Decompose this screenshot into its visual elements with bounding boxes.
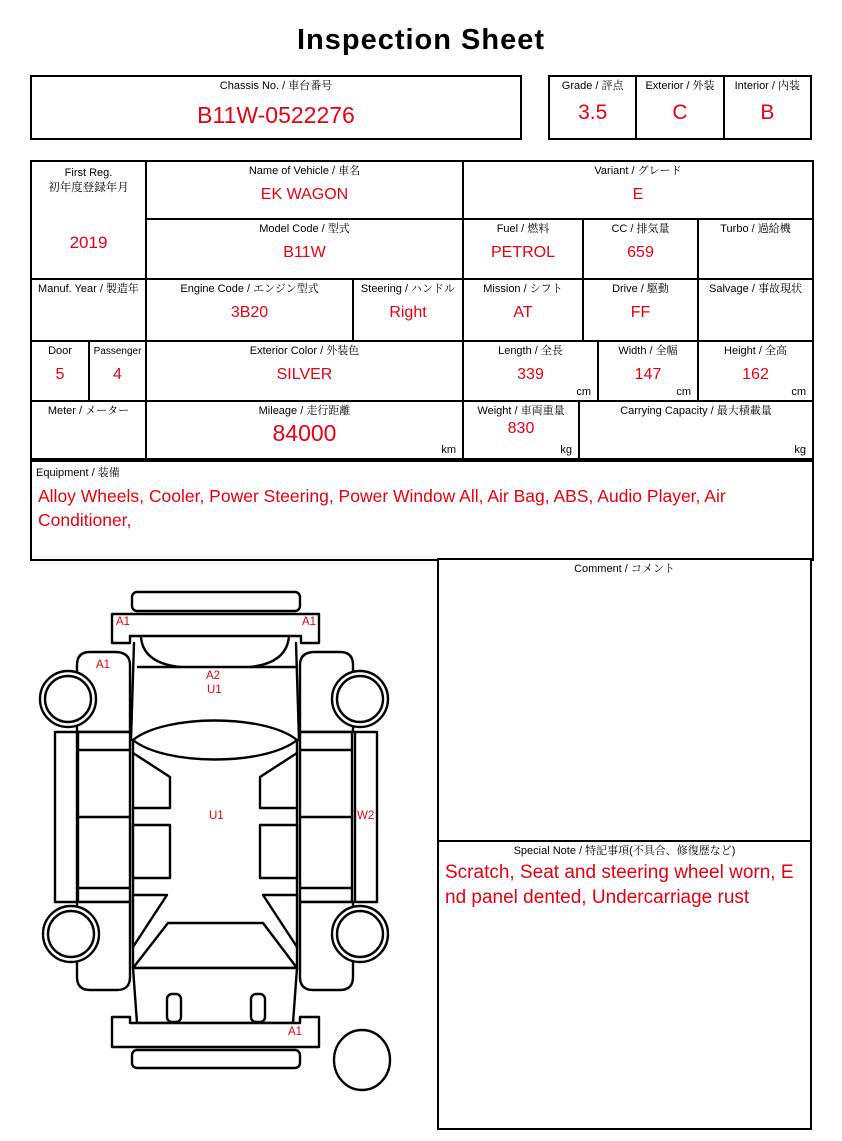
exterior-color-cell xyxy=(147,342,464,400)
door-value: 5 xyxy=(55,366,65,383)
engine-code-cell xyxy=(147,280,354,340)
exterior-rating-cell xyxy=(637,77,724,138)
passenger-value: 4 xyxy=(113,366,122,383)
exterior-rating-value: C xyxy=(672,101,688,124)
tail-lamp-left xyxy=(167,994,181,1022)
hood-right-edge xyxy=(296,643,299,740)
cc-value: 659 xyxy=(627,244,654,261)
length-value: 339 xyxy=(517,366,544,383)
meter-label: Meter / メーター xyxy=(47,405,130,417)
grade-label: Grade / 評点 xyxy=(561,80,624,92)
chassis-box xyxy=(30,75,522,140)
special-note-text: Scratch, Seat and steering wheel worn, End panel dented, Undercarriage rust xyxy=(445,862,794,908)
first-reg-cell xyxy=(32,162,147,278)
tail-lamp-right xyxy=(251,994,265,1022)
height-cell xyxy=(699,342,812,400)
first-reg-label-en: First Reg. xyxy=(64,167,113,179)
hood-arch-right xyxy=(250,636,289,667)
b-pillar-right xyxy=(260,753,297,808)
front-bumper-strip xyxy=(132,592,300,611)
wheel-rear-right-inner xyxy=(337,911,383,957)
chassis-value: B11W-0522276 xyxy=(197,102,355,128)
comment-box xyxy=(437,558,812,840)
damage-label-front-fender-left: A1 xyxy=(96,659,111,671)
variant-value: E xyxy=(632,186,644,203)
chassis-label: Chassis No. / 車台番号 xyxy=(219,80,333,92)
carrying-capacity-unit: kg xyxy=(794,444,806,456)
width-unit: cm xyxy=(676,386,691,398)
turbo-cell xyxy=(699,220,812,278)
length-cell xyxy=(464,342,599,400)
mileage-label: Mileage / 走行距離 xyxy=(258,405,351,417)
variant-label: Variant / グレード xyxy=(594,165,682,177)
damage-label-front-bumper-right: A1 xyxy=(302,616,317,628)
first-reg-value: 2019 xyxy=(69,233,108,252)
door-cell xyxy=(32,342,90,400)
hood-arch-left xyxy=(141,637,180,667)
page-title: Inspection Sheet xyxy=(296,24,546,56)
model-code-label: Model Code / 型式 xyxy=(259,223,350,235)
mission-cell xyxy=(464,280,584,340)
drive-value: FF xyxy=(630,304,651,321)
exterior-color-label: Exterior Color / 外装色 xyxy=(249,345,360,357)
equipment-section xyxy=(32,460,812,559)
weight-label: Weight / 車両重量 xyxy=(477,405,565,417)
first-reg-label-ja: 初年度登録年月 xyxy=(48,182,129,194)
mileage-cell xyxy=(147,402,464,458)
grade-value: 3.5 xyxy=(578,101,608,124)
wheel-front-left-inner xyxy=(45,676,91,722)
b-pillar-left xyxy=(133,753,170,808)
equipment-label: Equipment / 装備 xyxy=(36,467,120,479)
special-note-box xyxy=(437,840,812,1130)
width-cell xyxy=(599,342,699,400)
mission-label: Mission / シフト xyxy=(483,283,563,295)
floor-member-left xyxy=(133,825,170,878)
damage-label-hood-u1: U1 xyxy=(207,684,222,696)
steering-label: Steering / ハンドル xyxy=(360,283,456,295)
steering-cell xyxy=(354,280,464,340)
fuel-value: PETROL xyxy=(490,244,555,261)
passenger-cell xyxy=(90,342,147,400)
vehicle-details-table xyxy=(30,160,814,561)
passenger-label: Passenger xyxy=(93,346,142,357)
drive-cell xyxy=(584,280,699,340)
manuf-year-cell xyxy=(32,280,147,340)
carrying-capacity-label: Carrying Capacity / 最大積載量 xyxy=(620,405,772,417)
fuel-cell xyxy=(464,220,584,278)
width-value: 147 xyxy=(634,366,662,383)
windshield xyxy=(133,721,297,760)
cc-label: CC / 排気量 xyxy=(611,223,670,235)
ratings-box xyxy=(548,75,812,140)
steering-value: Right xyxy=(389,304,427,321)
rear-gate xyxy=(133,968,297,1023)
exterior-rating-label: Exterior / 外装 xyxy=(645,80,715,92)
height-unit: cm xyxy=(791,386,806,398)
weight-cell xyxy=(464,402,580,458)
damage-label-hood-a2: A2 xyxy=(206,670,221,682)
hood-left-edge xyxy=(131,643,134,740)
special-note-label: Special Note / 特記事項(不具合、修復歴など) xyxy=(513,845,736,857)
engine-code-label: Engine Code / エンジン型式 xyxy=(180,283,319,295)
fuel-label: Fuel / 燃料 xyxy=(496,223,550,235)
car-damage-diagram xyxy=(30,562,430,1102)
damage-label-rocker-w2: W2 xyxy=(357,810,375,822)
mileage-value: 84000 xyxy=(272,420,337,446)
drive-label: Drive / 駆動 xyxy=(612,283,669,295)
floor-member-right xyxy=(260,825,297,878)
meter-cell xyxy=(32,402,147,458)
comment-label: Comment / コメント xyxy=(574,563,675,575)
door-label: Door xyxy=(48,345,72,357)
engine-code-value: 3B20 xyxy=(230,304,269,321)
wheel-front-right-inner xyxy=(337,676,383,722)
manuf-year-label: Manuf. Year / 製造年 xyxy=(38,283,139,295)
length-label: Length / 全長 xyxy=(498,345,563,357)
height-label: Height / 全高 xyxy=(724,345,787,357)
vehicle-name-cell xyxy=(147,162,464,218)
interior-rating-value: B xyxy=(760,101,775,124)
mileage-unit: km xyxy=(441,444,456,456)
damage-label-front-bumper-left: A1 xyxy=(116,616,131,628)
height-value: 162 xyxy=(742,366,769,383)
equipment-text: Alloy Wheels, Cooler, Power Steering, Power Window All, Air Bag, ABS, Audio Player, Air Conditioner, xyxy=(38,486,726,530)
weight-unit: kg xyxy=(560,444,572,456)
model-code-value: B11W xyxy=(283,244,326,261)
wheel-rear-left-inner xyxy=(48,911,94,957)
turbo-label: Turbo / 過給機 xyxy=(720,223,791,235)
rear-bumper-strip xyxy=(132,1050,300,1068)
weight-value: 830 xyxy=(507,420,535,437)
model-code-cell xyxy=(147,220,464,278)
cc-cell xyxy=(584,220,699,278)
interior-rating-label: Interior / 内装 xyxy=(734,80,801,92)
carrying-capacity-cell xyxy=(580,402,812,458)
salvage-label: Salvage / 事故現状 xyxy=(709,283,802,295)
rocker-panel-left xyxy=(55,732,77,902)
damage-label-rear-bumper-a1: A1 xyxy=(288,1026,303,1038)
salvage-cell xyxy=(699,280,812,340)
vehicle-name-label: Name of Vehicle / 車名 xyxy=(248,165,361,177)
spare-wheel xyxy=(334,1030,390,1090)
vehicle-name-value: EK WAGON xyxy=(260,186,349,203)
variant-cell xyxy=(464,162,812,218)
exterior-color-value: SILVER xyxy=(276,366,333,383)
width-label: Width / 全幅 xyxy=(618,345,678,357)
comment-text xyxy=(439,576,801,578)
length-unit: cm xyxy=(576,386,591,398)
rear-window xyxy=(133,923,297,968)
interior-rating-cell xyxy=(725,77,810,138)
grade-cell xyxy=(550,77,637,138)
damage-label-floor-u1: U1 xyxy=(209,810,224,822)
mission-value: AT xyxy=(513,304,533,321)
